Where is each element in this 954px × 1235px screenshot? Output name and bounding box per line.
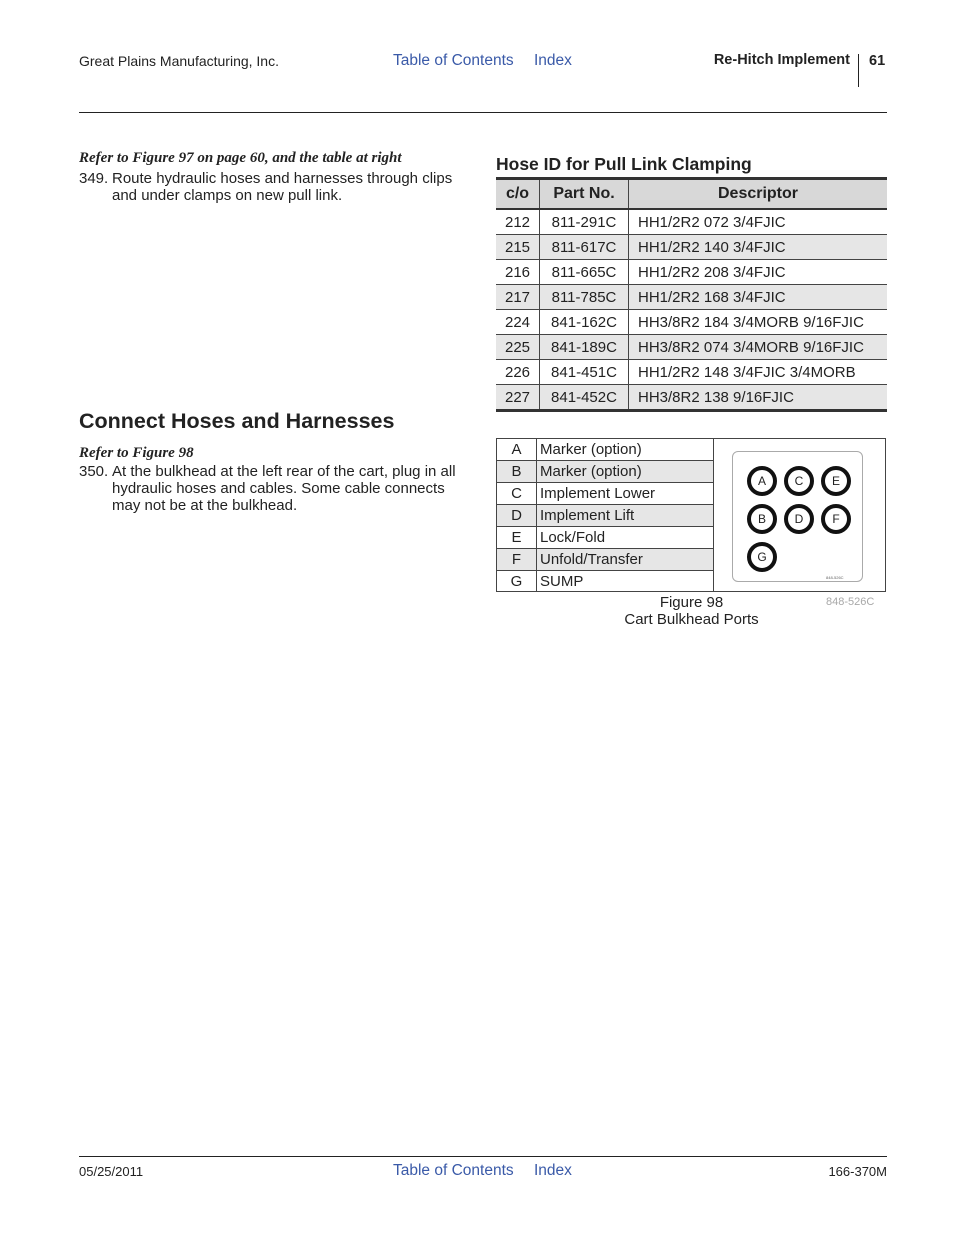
port-d-circle: D [784,504,814,534]
cell-co: 212 [496,209,540,235]
step-number: 349. [79,170,109,187]
cell-co: 224 [496,310,540,335]
hose-table-title: Hose ID for Pull Link Clamping [496,154,752,174]
section-title: Re-Hitch Implement [713,52,850,68]
table-row [497,571,714,593]
cell-descriptor: HH1/2R2 140 3/4FJIC [629,235,888,260]
cell-part-no: 811-785C [540,285,629,310]
figure-number: Figure 98 [659,594,724,611]
table-row [497,549,714,571]
hose-table [496,177,887,412]
table-row [497,439,714,461]
cell-co: 225 [496,335,540,360]
port-a-circle: A [747,466,777,496]
cell-descriptor: HH3/8R2 074 3/4MORB 9/16FJIC [629,335,888,360]
diagram-code: 848-526C [826,575,844,580]
port-description: Lock/Fold [537,527,714,549]
document-number: 166-370M [828,1164,887,1179]
table-row [497,483,714,505]
port-letter: E [497,527,537,549]
table-row [496,235,887,260]
cell-co: 216 [496,260,540,285]
port-e-circle: E [821,466,851,496]
port-description: Implement Lift [537,505,714,527]
company-name: Great Plains Manufacturing, Inc. [79,53,279,69]
bulkhead-figure-box [496,438,886,592]
step-text: At the bulkhead at the left rear of the cart, plug in all hydraulic hoses and cables. Some cable connects may not be at the bulkhead. [112,463,456,514]
cell-co: 215 [496,235,540,260]
cell-descriptor: HH3/8R2 184 3/4MORB 9/16FJIC [629,310,888,335]
column-header: Part No. [540,179,629,210]
header-index-link[interactable]: Index [534,52,572,69]
cell-part-no: 841-162C [540,310,629,335]
cell-part-no: 811-665C [540,260,629,285]
footer-index-link[interactable]: Index [534,1162,572,1179]
table-row [497,527,714,549]
port-description: Unfold/Transfer [537,549,714,571]
table-row [496,335,887,360]
port-letter: B [497,461,537,483]
port-g-circle: G [747,542,777,572]
header-toc-link[interactable]: Table of Contents [393,52,514,69]
figure-code: 848-526C [826,596,875,608]
table-row [497,505,714,527]
port-c-circle: C [784,466,814,496]
table-header-row [496,179,887,210]
cell-co: 217 [496,285,540,310]
cell-descriptor: HH1/2R2 168 3/4FJIC [629,285,888,310]
figure-caption: Cart Bulkhead Ports [624,611,759,628]
reference-note-1: Refer to Figure 97 on page 60, and the table at right [79,150,402,166]
column-header: Descriptor [629,179,888,210]
table-row [496,360,887,385]
cell-descriptor: HH1/2R2 148 3/4FJIC 3/4MORB [629,360,888,385]
footer-toc-link[interactable]: Table of Contents [393,1162,514,1179]
cell-descriptor: HH1/2R2 072 3/4FJIC [629,209,888,235]
port-letter: G [497,571,537,593]
port-description: Implement Lower [537,483,714,505]
cell-part-no: 811-291C [540,209,629,235]
footer-rule [79,1156,887,1157]
table-row [497,461,714,483]
table-row [496,285,887,310]
table-row [496,385,887,411]
bulkhead-plate [732,451,863,582]
cell-co: 226 [496,360,540,385]
page-number: 61 [869,53,886,69]
port-letter: C [497,483,537,505]
port-description: SUMP [537,571,714,593]
cell-part-no: 811-617C [540,235,629,260]
header-rule [79,112,887,113]
step-text: Route hydraulic hoses and harnesses through clips and under clamps on new pull link. [112,170,453,204]
table-row [496,310,887,335]
cell-part-no: 841-189C [540,335,629,360]
port-legend-table [497,439,714,592]
port-letter: A [497,439,537,461]
port-f-circle: F [821,504,851,534]
port-description: Marker (option) [537,461,714,483]
header-divider [858,54,859,87]
cell-co: 227 [496,385,540,411]
footer-date: 05/25/2011 [79,1164,144,1179]
reference-note-2: Refer to Figure 98 [79,445,194,461]
port-b-circle: B [747,504,777,534]
column-header: c/o [496,179,540,210]
step-number: 350. [79,463,109,480]
cell-part-no: 841-451C [540,360,629,385]
port-description: Marker (option) [537,439,714,461]
cell-descriptor: HH1/2R2 208 3/4FJIC [629,260,888,285]
cell-descriptor: HH3/8R2 138 9/16FJIC [629,385,888,411]
port-letter: F [497,549,537,571]
port-letter: D [497,505,537,527]
table-row [496,209,887,235]
cell-part-no: 841-452C [540,385,629,411]
section-heading: Connect Hoses and Harnesses [79,409,395,433]
table-row [496,260,887,285]
